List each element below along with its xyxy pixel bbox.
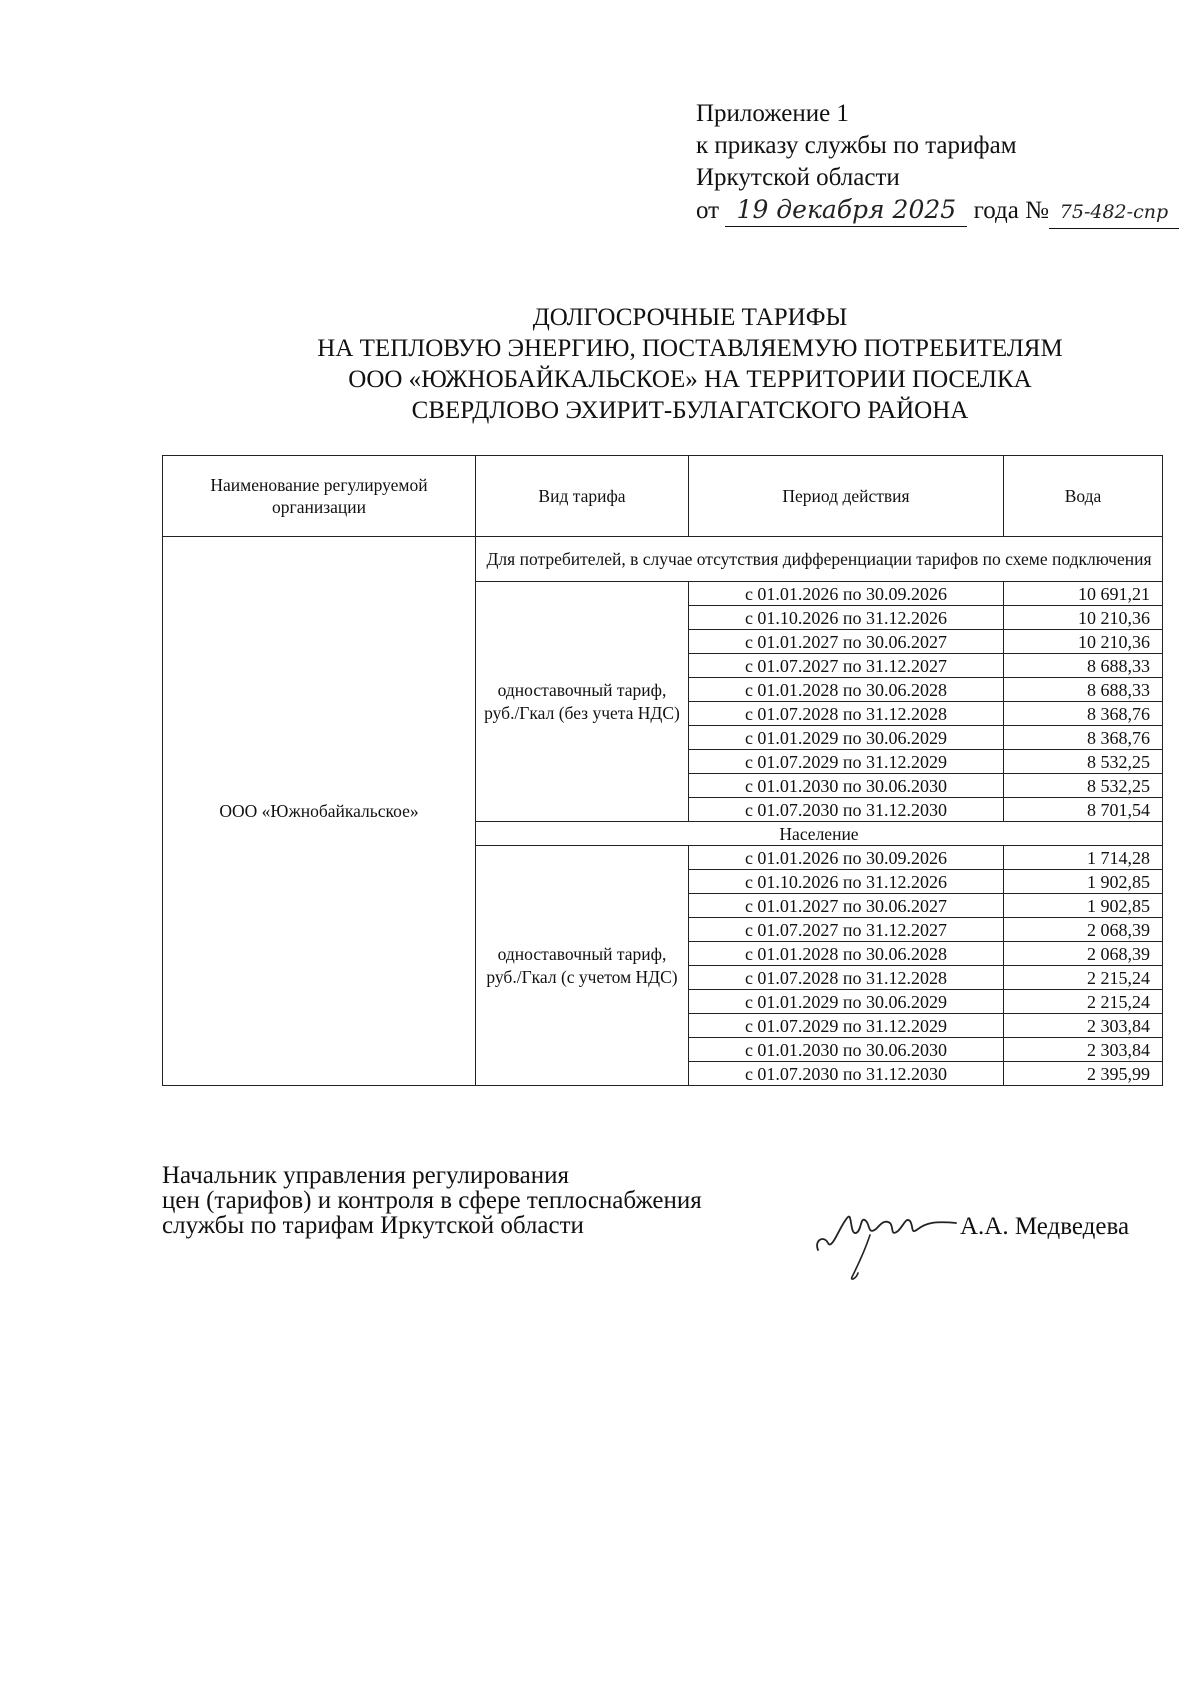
header-organization: Наименование регулируемой организации bbox=[163, 456, 476, 537]
signer-name: А.А. Медведева bbox=[960, 1213, 1130, 1240]
period-cell: с 01.07.2030 по 31.12.2030 bbox=[689, 1062, 1004, 1086]
value-cell: 8 688,33 bbox=[1004, 654, 1163, 678]
value-cell: 2 303,84 bbox=[1004, 1038, 1163, 1062]
value-cell: 2 215,24 bbox=[1004, 990, 1163, 1014]
value-cell: 1 902,85 bbox=[1004, 894, 1163, 918]
title-line-1: ДОЛГОСРОЧНЫЕ ТАРИФЫ bbox=[532, 304, 848, 331]
appendix-line-2: к приказу службы по тарифам bbox=[696, 132, 1017, 159]
period-cell: с 01.07.2028 по 31.12.2028 bbox=[689, 702, 1004, 726]
title-line-4: СВЕРДЛОВО ЭХИРИТ-БУЛАГАТСКОГО РАЙОНА bbox=[411, 397, 969, 424]
appendix-line-3: Иркутской области bbox=[696, 164, 900, 191]
value-cell: 10 210,36 bbox=[1004, 630, 1163, 654]
value-cell: 8 368,76 bbox=[1004, 702, 1163, 726]
value-cell: 2 068,39 bbox=[1004, 942, 1163, 966]
period-cell: с 01.01.2030 по 30.06.2030 bbox=[689, 774, 1004, 798]
value-cell: 10 210,36 bbox=[1004, 606, 1163, 630]
position-line-3: службы по тарифам Иркутской области bbox=[162, 1212, 584, 1239]
header-period: Период действия bbox=[689, 456, 1004, 537]
period-cell: с 01.07.2028 по 31.12.2028 bbox=[689, 966, 1004, 990]
tariff-type-cell: одноставочный тариф, руб./Гкал (с учетом НДС) bbox=[476, 846, 689, 1086]
table-header-row bbox=[163, 456, 1163, 537]
period-cell: с 01.07.2030 по 31.12.2030 bbox=[689, 798, 1004, 822]
order-line bbox=[696, 194, 1179, 229]
section-title: Население bbox=[476, 822, 1163, 846]
appendix-line-1: Приложение 1 bbox=[696, 100, 849, 127]
section-row bbox=[163, 537, 1163, 582]
signature-image bbox=[810, 1195, 960, 1285]
tariff-table bbox=[162, 455, 1163, 1086]
period-cell: с 01.10.2026 по 31.12.2026 bbox=[689, 606, 1004, 630]
value-cell: 1 714,28 bbox=[1004, 846, 1163, 870]
period-cell: с 01.10.2026 по 31.12.2026 bbox=[689, 870, 1004, 894]
period-cell: с 01.01.2027 по 30.06.2027 bbox=[689, 630, 1004, 654]
value-cell: 8 368,76 bbox=[1004, 726, 1163, 750]
year-label: года № bbox=[973, 197, 1049, 224]
value-cell: 2 395,99 bbox=[1004, 1062, 1163, 1086]
period-cell: с 01.07.2027 по 31.12.2027 bbox=[689, 918, 1004, 942]
from-label: от bbox=[696, 197, 720, 224]
value-cell: 1 902,85 bbox=[1004, 870, 1163, 894]
period-cell: с 01.07.2029 по 31.12.2029 bbox=[689, 1014, 1004, 1038]
period-cell: с 01.01.2028 по 30.06.2028 bbox=[689, 942, 1004, 966]
title-line-2: НА ТЕПЛОВУЮ ЭНЕРГИЮ, ПОСТАВЛЯЕМУЮ ПОТРЕБИТЕЛЯМ bbox=[317, 335, 1063, 362]
period-cell: с 01.01.2026 по 30.09.2026 bbox=[689, 582, 1004, 606]
value-cell: 8 532,25 bbox=[1004, 750, 1163, 774]
section-title: Для потребителей, в случае отсутствия дифференциации тарифов по схеме подключения bbox=[476, 537, 1163, 582]
handwritten-order-number: 75-482-спр bbox=[1049, 196, 1179, 229]
title-line-3: ООО «ЮЖНОБАЙКАЛЬСКОЕ» НА ТЕРРИТОРИИ ПОСЕЛКА bbox=[348, 366, 1032, 393]
period-cell: с 01.01.2029 по 30.06.2029 bbox=[689, 990, 1004, 1014]
value-cell: 2 068,39 bbox=[1004, 918, 1163, 942]
period-cell: с 01.01.2029 по 30.06.2029 bbox=[689, 726, 1004, 750]
header-water: Вода bbox=[1004, 456, 1163, 537]
period-cell: с 01.01.2027 по 30.06.2027 bbox=[689, 894, 1004, 918]
period-cell: с 01.07.2027 по 31.12.2027 bbox=[689, 654, 1004, 678]
position-line-2: цен (тарифов) и контроля в сфере теплоснабжения bbox=[162, 1187, 702, 1214]
period-cell: с 01.07.2029 по 31.12.2029 bbox=[689, 750, 1004, 774]
value-cell: 8 688,33 bbox=[1004, 678, 1163, 702]
period-cell: с 01.01.2026 по 30.09.2026 bbox=[689, 846, 1004, 870]
value-cell: 2 215,24 bbox=[1004, 966, 1163, 990]
period-cell: с 01.01.2028 по 30.06.2028 bbox=[689, 678, 1004, 702]
value-cell: 2 303,84 bbox=[1004, 1014, 1163, 1038]
signatory-position bbox=[162, 1163, 702, 1238]
header-tariff-type: Вид тарифа bbox=[476, 456, 689, 537]
document-title bbox=[150, 302, 1200, 426]
organization-cell: ООО «Южнобайкальское» bbox=[163, 537, 476, 1086]
position-line-1: Начальник управления регулирования bbox=[162, 1162, 570, 1189]
handwritten-date: 19 декабря 2025 bbox=[725, 194, 967, 227]
value-cell: 8 701,54 bbox=[1004, 798, 1163, 822]
value-cell: 8 532,25 bbox=[1004, 774, 1163, 798]
value-cell: 10 691,21 bbox=[1004, 582, 1163, 606]
appendix-block bbox=[696, 98, 1179, 229]
period-cell: с 01.01.2030 по 30.06.2030 bbox=[689, 1038, 1004, 1062]
tariff-type-cell: одноставочный тариф, руб./Гкал (без учета НДС) bbox=[476, 582, 689, 822]
